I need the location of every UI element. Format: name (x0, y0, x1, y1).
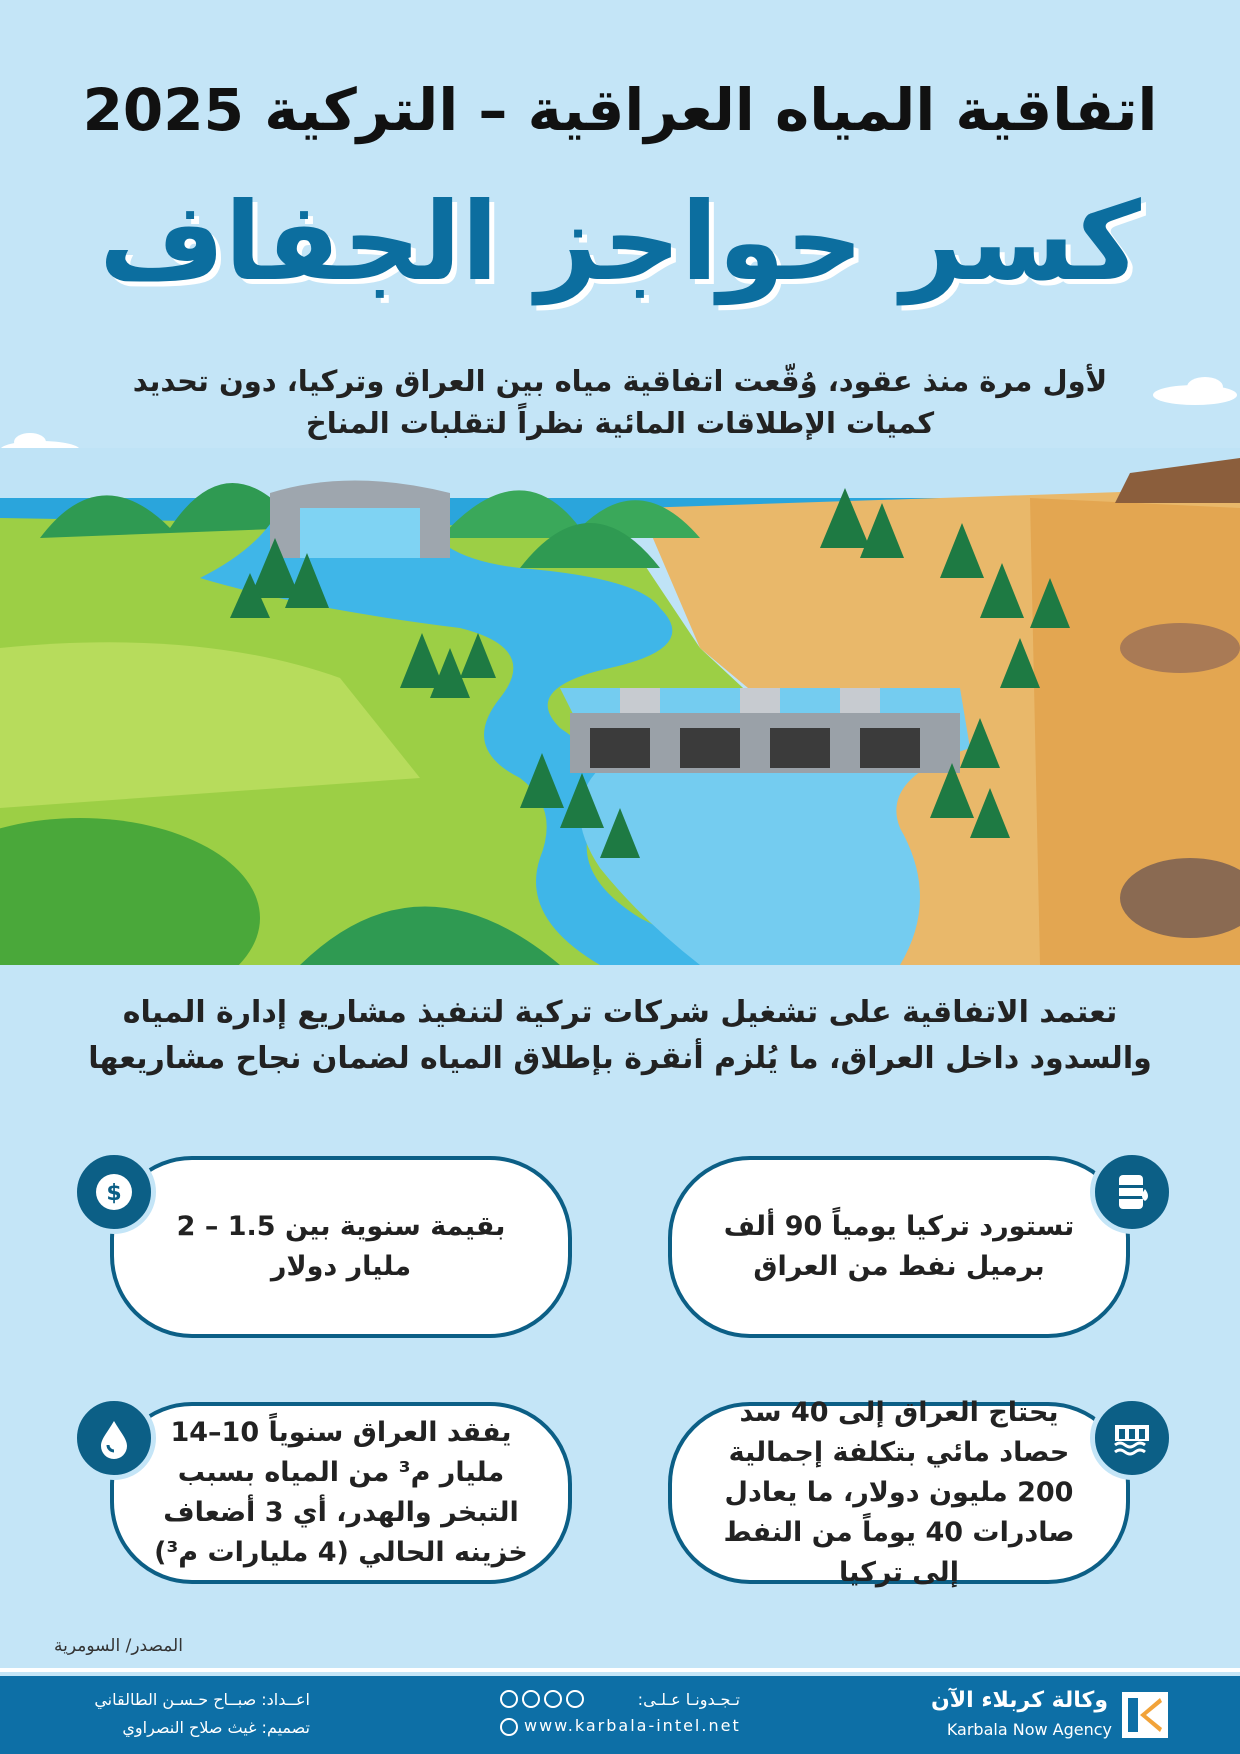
facebook-icon[interactable] (522, 1690, 540, 1708)
find-us-label: تـجـدونـا عـلـى: (637, 1690, 740, 1709)
info-card-text: تستورد تركيا يومياً 90 ألف برميل نفط من العراق (723, 1211, 1075, 1282)
info-card-text: يحتاج العراق إلى 40 سد حصاد مائي بتكلفة إجمالية 200 مليون دولار، ما يعادل صادرات 40 يوماً من النفط إلى تركيا (723, 1397, 1075, 1588)
brand-name: وكالة كربلاء الآن (930, 1688, 1108, 1713)
social-icons (500, 1690, 584, 1708)
water-drop-icon (72, 1396, 156, 1480)
intro-text: تعتمد الاتفاقية على تشغيل شركات تركية لتنفيذ مشاريع إدارة المياه والسدود داخل العراق، ما يُلزم أنقرة بإطلاق المياه لضمان نجاح مشاريعها (88, 995, 1152, 1076)
info-card-oil-imports (668, 1156, 1130, 1338)
footer-bar (0, 1676, 1240, 1754)
source-note: المصدر/ السومرية (54, 1636, 183, 1656)
prepared-by: اعــداد: صبــاح حـسـن الطالقاني (94, 1690, 310, 1709)
dam-icon (1090, 1396, 1174, 1480)
globe-icon (500, 1718, 518, 1736)
telegram-icon[interactable] (544, 1690, 562, 1708)
info-card-annual-value (110, 1156, 572, 1338)
subtitle: لأول مرة منذ عقود، وُقّعت اتفاقية مياه بين العراق وتركيا، دون تحديد كميات الإطلاقات المائية نظراً لتقلبات المناخ (132, 364, 1108, 440)
brand-name-english: Karbala Now Agency (946, 1720, 1112, 1739)
agency-logo (1122, 1692, 1168, 1738)
oil-barrel-icon (1090, 1150, 1174, 1234)
info-card-text: يفقد العراق سنوياً 10–14 مليار م³ من المياه بسبب التبخر والهدر، أي 3 أضعاف خزينه الحالي (4 مليارات م³) (154, 1417, 528, 1568)
cloud-icon (1150, 375, 1240, 405)
page-title: اتفاقية المياه العراقية – التركية 2025 (82, 76, 1158, 144)
info-card-water-loss (110, 1402, 572, 1584)
website-link[interactable]: www.karbala-intel.net (524, 1716, 741, 1735)
headline: كسر حواجز الجفاف (99, 180, 1141, 305)
dollar-coin-icon (72, 1150, 156, 1234)
dam-landscape-illustration (0, 448, 1240, 965)
info-card-text: بقيمة سنوية بين 1.5 – 2 مليار دولار (176, 1211, 506, 1282)
instagram-icon[interactable] (500, 1690, 518, 1708)
x-icon[interactable] (566, 1690, 584, 1708)
info-card-dams-needed (668, 1397, 1130, 1588)
footer-divider (0, 1668, 1240, 1672)
designed-by: تصميم: غيث صلاح النصراوي (122, 1718, 310, 1737)
svg-text:$: $ (106, 1181, 122, 1206)
